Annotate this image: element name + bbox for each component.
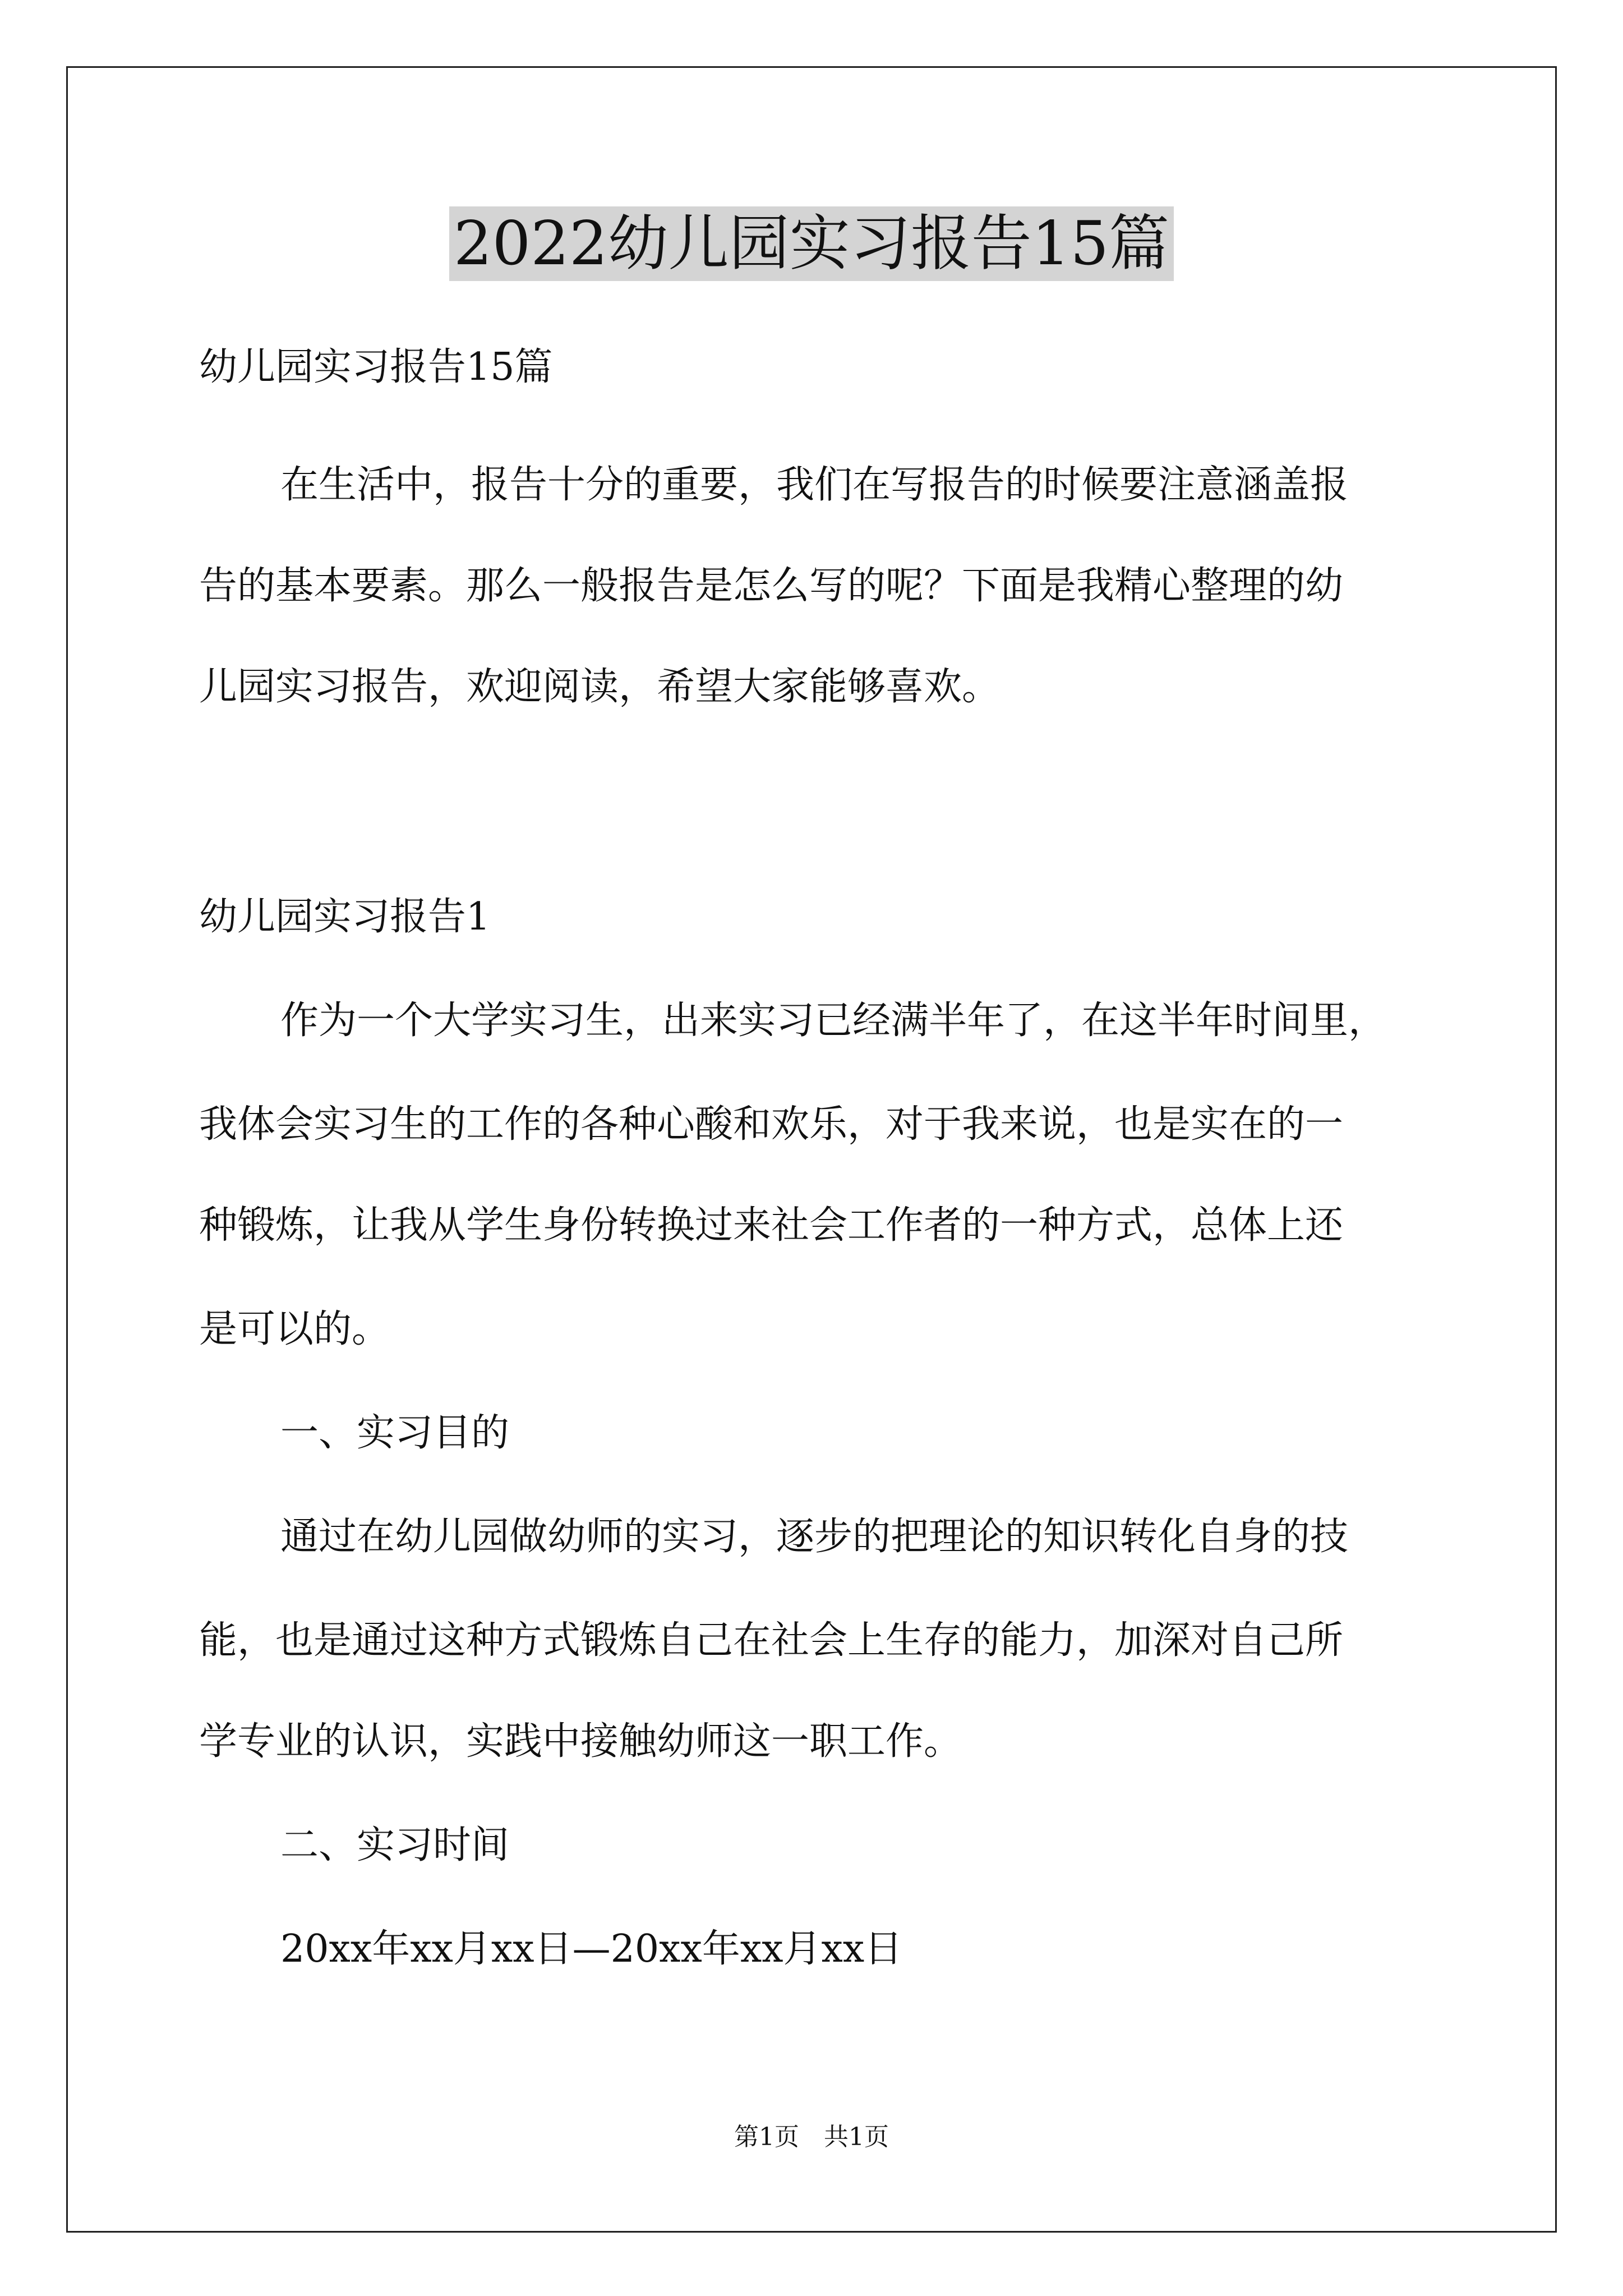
body-line-2: 我体会实习生的工作的各种心酸和欢乐，对于我来说，也是实在的一 xyxy=(199,1102,1344,1147)
purpose-line-3: 学专业的认识，实践中接触幼师这一职工作。 xyxy=(199,1719,962,1764)
section-heading: 幼儿园实习报告1 xyxy=(199,895,491,939)
intro-line-3: 儿园实习报告，欢迎阅读，希望大家能够喜欢。 xyxy=(199,665,1000,709)
document-title xyxy=(0,202,1623,286)
subheading-purpose: 一、实习目的 xyxy=(280,1411,510,1455)
intro-line-2: 告的基本要素。那么一般报告是怎么写的呢？下面是我精心整理的幼 xyxy=(199,564,1344,608)
body-line-3: 种锻炼，让我从学生身份转换过来社会工作者的一种方式，总体上还 xyxy=(199,1203,1344,1248)
time-range-line: 20xx年xx月xx日—20xx年xx月xx日 xyxy=(280,1927,903,1971)
intro-line-1: 在生活中，报告十分的重要，我们在写报告的时候要注意涵盖报 xyxy=(280,463,1349,507)
purpose-line-2: 能，也是通过这种方式锻炼自己在社会上生存的能力，加深对自己所 xyxy=(199,1618,1344,1663)
subheading-time: 二、实习时间 xyxy=(280,1823,510,1867)
page-footer: 第1页 共1页 xyxy=(734,2123,889,2151)
subtitle-line: 幼儿园实习报告15篇 xyxy=(199,345,553,389)
purpose-line-1: 通过在幼儿园做幼师的实习，逐步的把理论的知识转化自身的技 xyxy=(280,1515,1349,1559)
document-title-text: 2022幼儿园实习报告15篇 xyxy=(449,206,1174,281)
body-line-1: 作为一个大学实习生，出来实习已经满半年了，在这半年时间里， xyxy=(280,999,1387,1043)
body-line-4: 是可以的。 xyxy=(199,1307,390,1351)
